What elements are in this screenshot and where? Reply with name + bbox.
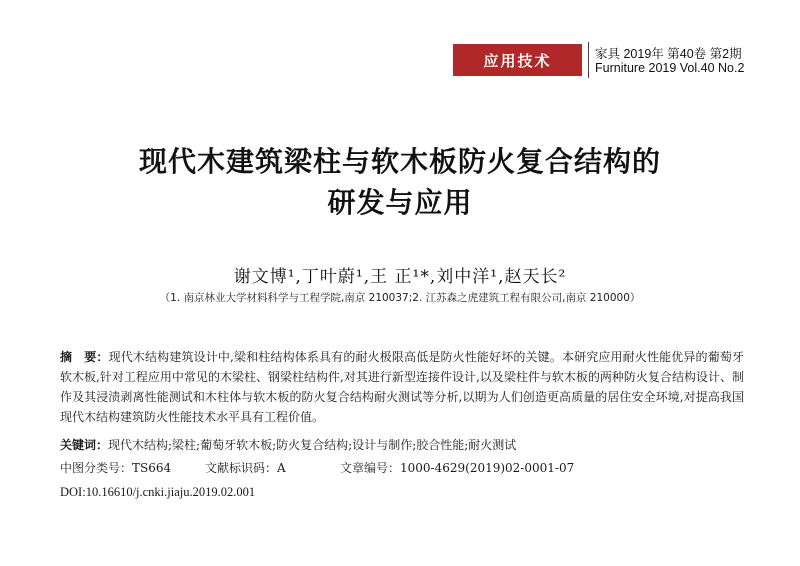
- authors: 谢文博¹,丁叶蔚¹,王 正¹*,刘中洋¹,赵天长²: [233, 267, 567, 287]
- doi: DOI:10.16610/j.cnki.jiaju.2019.02.001: [60, 485, 256, 499]
- journal-info-en: Furniture 2019 Vol.40 No.2: [595, 61, 745, 75]
- header-divider: [588, 42, 589, 78]
- clc-number: 中图分类号：TS664: [60, 461, 172, 475]
- classification-line: [60, 459, 574, 476]
- abstract: [60, 347, 744, 427]
- keywords-label: 关键词：: [60, 438, 109, 452]
- document-code: 文献标识码：A: [205, 461, 286, 475]
- keywords-text: 现代木结构;梁柱;葡萄牙软木板;防火复合结构;设计与制作;胶合性能;耐火测试: [108, 438, 517, 452]
- journal-info-cn: 家具 2019年 第40卷 第2期: [595, 47, 742, 61]
- affiliations: （1. 南京林业大学材料科学与工程学院,南京 210037;2. 江苏森之虎建筑工程有限公司,南京 210000）: [159, 292, 641, 304]
- abstract-label: 摘 要：: [60, 350, 109, 364]
- keywords: [60, 436, 750, 453]
- article-title-line1: 现代木建筑梁柱与软木板防火复合结构的: [138, 145, 661, 178]
- article-number: 文章编号：1000-4629(2019)02-0001-07: [340, 461, 575, 475]
- abstract-text: 现代木结构建筑设计中,梁和柱结构体系具有的耐火极限高低是防火性能好坏的关键。本研究应用耐火性能优异的葡萄牙软木板,针对工程应用中常见的木梁柱、钢梁柱结构件,对其进行新型连接件设计,以及梁柱件与软木板的两种防火复合结构设计、制作及其浸渍剥离性能测试和木柱体与软木板的防火复合结构耐火测试等分析,以期为人们创造更高质量的居住安全环境,对提高我国现代木结构建筑防火性能技术水平具有工程价值。: [60, 350, 744, 424]
- article-title-line2: 研发与应用: [327, 186, 473, 219]
- section-tag: 应用技术: [453, 44, 582, 76]
